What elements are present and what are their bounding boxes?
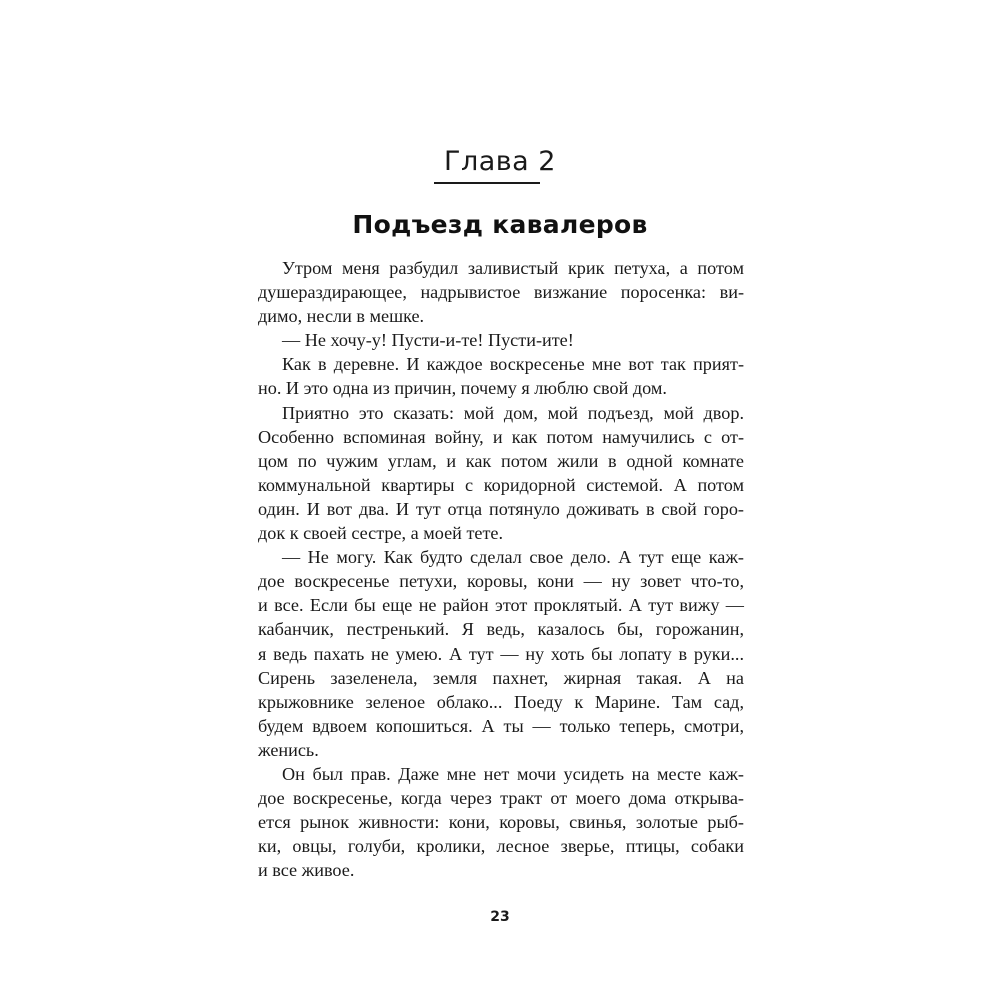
text-line: Сирень зазеленела, земля пахнет, жирная такая. А на (258, 667, 744, 688)
text-line: Особенно вспоминая войну, и как потом намучились с от- (258, 426, 744, 447)
text-line: крыжовнике зеленое облако... Поеду к Марине. Там сад, (258, 691, 744, 712)
text-line: цом по чужим углам, и как потом жили в одной комнате (258, 450, 744, 471)
text-line: Как в деревне. И каждое воскресенье мне вот так прият- (282, 354, 744, 375)
text-line: коммунальной квартиры с коридорной системой. А потом (258, 474, 744, 495)
text-line: женись. (258, 739, 319, 760)
chapter-underline (434, 182, 540, 184)
text-line: ки, овцы, голуби, кролики, лесное зверье, птицы, собаки (258, 836, 744, 857)
page-number: 23 (490, 909, 510, 925)
text-line: кабанчик, пестренький. Я ведь, казалось бы, горожанин, (258, 619, 744, 640)
chapter-title: Подъезд кавалеров (352, 210, 648, 239)
text-line: димо, несли в мешке. (258, 306, 425, 327)
text-line: и все живое. (258, 860, 355, 881)
body-text (258, 256, 744, 882)
text-line: дое воскресенье, когда через тракт от моего дома открыва- (258, 788, 744, 809)
text-line: я ведь пахать не умею. А тут — ну хоть бы лопату в руки... (258, 643, 744, 664)
text-line: ется рынок живности: кони, коровы, свинья, золотые рыб- (258, 812, 744, 833)
text-line: но. И это одна из причин, почему я люблю свой дом. (258, 378, 667, 399)
text-line: — Не хочу-у! Пусти-и-те! Пусти-ите! (282, 330, 574, 351)
text-line: — Не могу. Как будто сделал свое дело. А тут еще каж- (282, 547, 744, 568)
text-line: будем вдвоем копошиться. А ты — только теперь, смотри, (258, 715, 744, 736)
text-line: Приятно это сказать: мой дом, мой подъезд, мой двор. (282, 402, 744, 423)
text-line: Утром меня разбудил заливистый крик петуха, а потом (282, 258, 744, 278)
text-line: душераздирающее, надрывистое визжание поросенка: ви- (258, 282, 744, 303)
text-line: и все. Если бы еще не район этот проклятый. А тут вижу — (258, 595, 744, 616)
text-line: док к своей сестре, а моей тете. (258, 523, 504, 544)
text-line: один. И вот два. И тут отца потянуло доживать в свой горо- (258, 498, 744, 519)
chapter-label: Глава 2 (444, 146, 556, 177)
text-line: дое воскресенье петухи, коровы, кони — ну зовет что-то, (258, 571, 744, 592)
text-line: Он был прав. Даже мне нет мочи усидеть на месте каж- (282, 763, 744, 784)
